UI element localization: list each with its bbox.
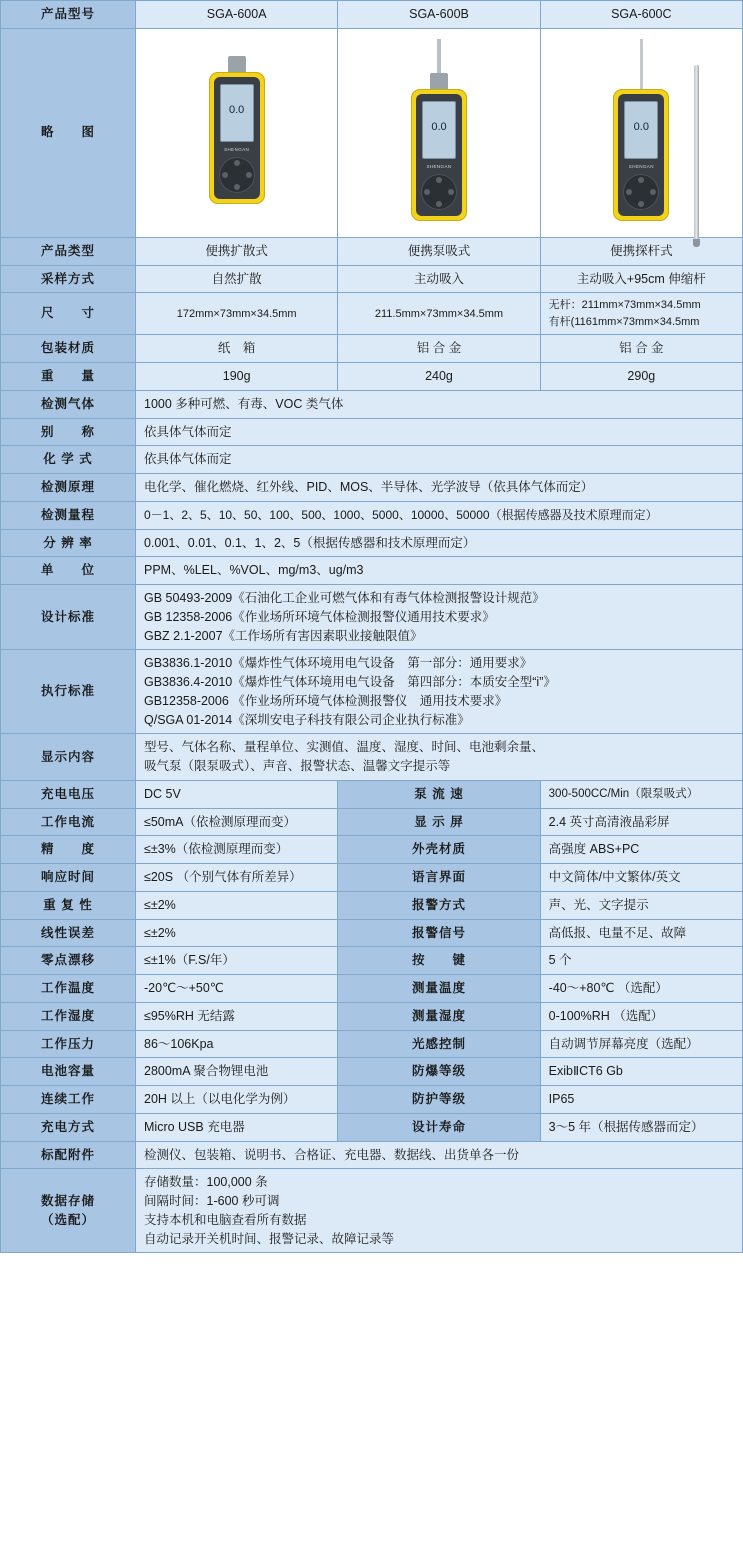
row-label-design-life: 设计寿命 bbox=[338, 1113, 540, 1141]
row-label-formula: 化 学 式 bbox=[1, 446, 136, 474]
table-row-storage bbox=[1, 1169, 743, 1253]
screen-reading-c: 0.0 bbox=[633, 120, 649, 133]
table-row-design-standard bbox=[1, 585, 743, 650]
display-content-value bbox=[136, 734, 743, 781]
storage-line-3: 支持本机和电脑查看所有数据 bbox=[144, 1212, 307, 1227]
table-row-working-current bbox=[1, 808, 743, 836]
storage-label-line1: 数据存储 bbox=[40, 1194, 95, 1208]
display-screen-value: 2.4 英寸高清液晶彩屏 bbox=[540, 808, 742, 836]
table-row-accessories bbox=[1, 1141, 743, 1169]
row-label-display-screen: 显 示 屏 bbox=[338, 808, 540, 836]
row-label-linearity: 线性误差 bbox=[1, 919, 136, 947]
row-label-alarm-mode: 报警方式 bbox=[338, 891, 540, 919]
product-type-a: 便携扩散式 bbox=[136, 237, 338, 265]
table-row-product-type bbox=[1, 237, 743, 265]
row-label-product-type: 产品类型 bbox=[1, 237, 136, 265]
table-row-alias bbox=[1, 418, 743, 446]
device-image-b bbox=[338, 28, 540, 237]
keys-value: 5 个 bbox=[540, 947, 742, 975]
row-label-size: 尺 寸 bbox=[1, 293, 136, 335]
table-row-principle bbox=[1, 474, 743, 502]
table-row-working-pressure bbox=[1, 1030, 743, 1058]
device-drawing-probe bbox=[613, 39, 669, 221]
design-standard-value bbox=[136, 585, 743, 650]
table-row-linearity bbox=[1, 919, 743, 947]
packaging-a: 纸 箱 bbox=[136, 335, 338, 363]
ip-rating-value: IP65 bbox=[540, 1086, 742, 1114]
device-brand-b: SHENGAN bbox=[426, 163, 452, 169]
table-row-repeatability bbox=[1, 891, 743, 919]
device-screen bbox=[624, 101, 658, 159]
linearity-value: ≤±2% bbox=[136, 919, 338, 947]
size-c-line2: 有杆(1161mm×73mm×34.5mm bbox=[548, 315, 700, 328]
size-a: 172mm×73mm×34.5mm bbox=[136, 293, 338, 335]
row-label-charge-method: 充电方式 bbox=[1, 1113, 136, 1141]
table-row-runtime bbox=[1, 1086, 743, 1114]
alias-value: 依具体气体而定 bbox=[136, 418, 743, 446]
row-label-working-temp: 工作温度 bbox=[1, 975, 136, 1003]
table-row-accuracy bbox=[1, 836, 743, 864]
charge-method-value: Micro USB 充电器 bbox=[136, 1113, 338, 1141]
device-front-panel bbox=[618, 94, 664, 216]
working-pressure-value: 86～106Kpa bbox=[136, 1030, 338, 1058]
keypad-icon bbox=[421, 174, 457, 210]
exec-standard-line-3: GB12358-2006 《作业场所环境气体检测报警仪 通用技术要求》 bbox=[144, 693, 508, 708]
charge-voltage-value: DC 5V bbox=[136, 780, 338, 808]
row-label-display-content: 显示内容 bbox=[1, 734, 136, 781]
row-label-accessories: 标配附件 bbox=[1, 1141, 136, 1169]
device-brand-c: SHENGAN bbox=[628, 163, 654, 169]
device-front-panel bbox=[416, 94, 462, 216]
device-body bbox=[209, 72, 265, 204]
exec-standard-line-2: GB3836.4-2010《爆炸性气体环境用电气设备 第四部分：本质安全型“i”》 bbox=[144, 675, 556, 689]
measure-humidity-value: 0-100%RH （选配） bbox=[540, 1002, 742, 1030]
packaging-b: 铝 合 金 bbox=[338, 335, 540, 363]
sampling-a: 自然扩散 bbox=[136, 265, 338, 293]
table-row-weight bbox=[1, 363, 743, 391]
working-current-value: ≤50mA（依检测原理而变） bbox=[136, 808, 338, 836]
model-b: SGA-600B bbox=[338, 1, 540, 29]
device-screen bbox=[422, 101, 456, 159]
principle-value: 电化学、催化燃烧、红外线、PID、MOS、半导体、光学波导（依具体气体而定） bbox=[136, 474, 743, 502]
size-b: 211.5mm×73mm×34.5mm bbox=[338, 293, 540, 335]
table-row-model bbox=[1, 1, 743, 29]
formula-value: 依具体气体而定 bbox=[136, 446, 743, 474]
row-label-exec-standard: 执行标准 bbox=[1, 650, 136, 734]
sampling-b: 主动吸入 bbox=[338, 265, 540, 293]
table-row-charge-method bbox=[1, 1113, 743, 1141]
table-row-packaging bbox=[1, 335, 743, 363]
row-label-pump-flow: 泵 流 速 bbox=[338, 780, 540, 808]
table-row-battery bbox=[1, 1058, 743, 1086]
table-row-exec-standard bbox=[1, 650, 743, 734]
unit-value: PPM、%LEL、%VOL、mg/m3、ug/m3 bbox=[136, 557, 743, 585]
table-row-formula bbox=[1, 446, 743, 474]
row-label-charge-voltage: 充电电压 bbox=[1, 780, 136, 808]
size-c bbox=[540, 293, 742, 335]
probe-connector-icon bbox=[640, 39, 643, 89]
row-label-sampling: 采样方式 bbox=[1, 265, 136, 293]
storage-line-4: 自动记录开关机时间、报警记录、故障记录等 bbox=[144, 1231, 395, 1246]
device-image-c bbox=[540, 28, 742, 237]
alarm-signal-value: 高低报、电量不足、故障 bbox=[540, 919, 742, 947]
table-row-resolution bbox=[1, 529, 743, 557]
display-content-line-2: 吸气泵（限泵吸式）、声音、报警状态、温馨文字提示等 bbox=[144, 759, 451, 773]
row-label-battery: 电池容量 bbox=[1, 1058, 136, 1086]
ex-rating-value: ExibⅡCT6 Gb bbox=[540, 1058, 742, 1086]
weight-b: 240g bbox=[338, 363, 540, 391]
row-label-working-pressure: 工作压力 bbox=[1, 1030, 136, 1058]
row-label-ex-rating: 防爆等级 bbox=[338, 1058, 540, 1086]
working-temp-value: -20℃～+50℃ bbox=[136, 975, 338, 1003]
size-c-line1: 无杆：211mm×73mm×34.5mm bbox=[548, 299, 701, 312]
row-label-design-standard: 设计标准 bbox=[1, 585, 136, 650]
row-label-measure-temp: 测量温度 bbox=[338, 975, 540, 1003]
light-sensor-value: 自动调节屏幕亮度（选配） bbox=[540, 1030, 742, 1058]
storage-line-2: 间隔时间：1-600 秒可调 bbox=[144, 1194, 280, 1208]
product-type-b: 便携泵吸式 bbox=[338, 237, 540, 265]
device-image-a bbox=[136, 28, 338, 237]
row-label-shell-material: 外壳材质 bbox=[338, 836, 540, 864]
sampling-c: 主动吸入+95cm 伸缩杆 bbox=[540, 265, 742, 293]
storage-line-1: 存储数量：100,000 条 bbox=[144, 1175, 268, 1190]
weight-c: 290g bbox=[540, 363, 742, 391]
exec-standard-line-4: Q/SGA 01-2014《深圳安电子科技有限公司企业执行标准》 bbox=[144, 712, 470, 727]
table-row-size bbox=[1, 293, 743, 335]
row-label-zero-drift: 零点漂移 bbox=[1, 947, 136, 975]
row-label-working-current: 工作电流 bbox=[1, 808, 136, 836]
table-row-detect-gas bbox=[1, 390, 743, 418]
accessories-value: 检测仪、包装箱、说明书、合格证、充电器、数据线、出货单各一份 bbox=[136, 1141, 743, 1169]
shell-material-value: 高强度 ABS+PC bbox=[540, 836, 742, 864]
table-row-unit bbox=[1, 557, 743, 585]
pump-inlet-rod-icon bbox=[437, 39, 441, 73]
packaging-c: 铝 合 金 bbox=[540, 335, 742, 363]
working-humidity-value: ≤95%RH 无结露 bbox=[136, 1002, 338, 1030]
device-drawing-pump bbox=[411, 39, 467, 221]
row-label-packaging: 包装材质 bbox=[1, 335, 136, 363]
storage-value bbox=[136, 1169, 743, 1253]
keypad-icon bbox=[219, 157, 255, 193]
table-row-charge-voltage bbox=[1, 780, 743, 808]
design-standard-line-2: GB 12358-2006《作业场所环境气体检测报警仪通用技术要求》 bbox=[144, 609, 495, 624]
pump-flow-value: 300-500CC/Min（限泵吸式） bbox=[540, 780, 742, 808]
row-label-alarm-signal: 报警信号 bbox=[338, 919, 540, 947]
row-label-runtime: 连续工作 bbox=[1, 1086, 136, 1114]
language-value: 中文简体/中文繁体/英文 bbox=[540, 864, 742, 892]
table-row-working-temp bbox=[1, 975, 743, 1003]
response-time-value: ≤20S （个别气体有所差异） bbox=[136, 864, 338, 892]
row-label-light-sensor: 光感控制 bbox=[338, 1030, 540, 1058]
alarm-mode-value: 声、光、文字提示 bbox=[540, 891, 742, 919]
screen-reading-a: 0.0 bbox=[229, 103, 245, 116]
row-label-measure-humidity: 测量湿度 bbox=[338, 1002, 540, 1030]
row-label-principle: 检测原理 bbox=[1, 474, 136, 502]
repeatability-value: ≤±2% bbox=[136, 891, 338, 919]
sensor-cap-icon bbox=[228, 56, 246, 72]
row-label-language: 语言界面 bbox=[338, 864, 540, 892]
row-label-model: 产品型号 bbox=[1, 1, 136, 29]
design-standard-line-1: GB 50493-2009《石油化工企业可燃气体和有毒气体检测报警设计规范》 bbox=[144, 591, 545, 605]
battery-value: 2800mA 聚合物锂电池 bbox=[136, 1058, 338, 1086]
row-label-alias: 别 称 bbox=[1, 418, 136, 446]
measure-temp-value: -40～+80℃ （选配） bbox=[540, 975, 742, 1003]
range-value: 0－1、2、5、10、50、100、500、1000、5000、10000、50000（根据传感器及技术原理而定） bbox=[136, 501, 743, 529]
screen-reading-b: 0.0 bbox=[431, 120, 447, 133]
zero-drift-value: ≤±1%（F.S/年） bbox=[136, 947, 338, 975]
storage-label-line2: （选配） bbox=[40, 1212, 95, 1227]
product-type-c: 便携探杆式 bbox=[540, 237, 742, 265]
row-label-keys: 按 键 bbox=[338, 947, 540, 975]
table-row-sampling bbox=[1, 265, 743, 293]
row-label-range: 检测量程 bbox=[1, 501, 136, 529]
table-row-working-humidity bbox=[1, 1002, 743, 1030]
weight-a: 190g bbox=[136, 363, 338, 391]
table-row-display-content bbox=[1, 734, 743, 781]
resolution-value: 0.001、0.01、0.1、1、2、5（根据传感器和技术原理而定） bbox=[136, 529, 743, 557]
device-screen bbox=[220, 84, 254, 142]
row-label-detect-gas: 检测气体 bbox=[1, 390, 136, 418]
row-label-unit: 单 位 bbox=[1, 557, 136, 585]
row-label-resolution: 分 辨 率 bbox=[1, 529, 136, 557]
model-a: SGA-600A bbox=[136, 1, 338, 29]
telescopic-probe-icon bbox=[694, 65, 699, 241]
table-row-range bbox=[1, 501, 743, 529]
row-label-repeatability: 重 复 性 bbox=[1, 891, 136, 919]
device-body bbox=[613, 89, 669, 221]
row-label-diagram: 略 图 bbox=[1, 28, 136, 237]
table-row-zero-drift bbox=[1, 947, 743, 975]
design-life-value: 3～5 年（根据传感器而定） bbox=[540, 1113, 742, 1141]
keypad-icon bbox=[623, 174, 659, 210]
exec-standard-value bbox=[136, 650, 743, 734]
row-label-weight: 重 量 bbox=[1, 363, 136, 391]
row-label-accuracy: 精 度 bbox=[1, 836, 136, 864]
row-label-response-time: 响应时间 bbox=[1, 864, 136, 892]
runtime-value: 20H 以上（以电化学为例） bbox=[136, 1086, 338, 1114]
device-front-panel bbox=[214, 77, 260, 199]
table-row-response-time bbox=[1, 864, 743, 892]
design-standard-line-3: GBZ 2.1-2007《工作场所有害因素职业接触限值》 bbox=[144, 628, 423, 643]
exec-standard-line-1: GB3836.1-2010《爆炸性气体环境用电气设备 第一部分：通用要求》 bbox=[144, 656, 533, 671]
table-row-images bbox=[1, 28, 743, 237]
row-label-ip-rating: 防护等级 bbox=[338, 1086, 540, 1114]
device-body bbox=[411, 89, 467, 221]
row-label-working-humidity: 工作湿度 bbox=[1, 1002, 136, 1030]
detect-gas-value: 1000 多种可燃、有毒、VOC 类气体 bbox=[136, 390, 743, 418]
accuracy-value: ≤±3%（依检测原理而变） bbox=[136, 836, 338, 864]
display-content-line-1: 型号、气体名称、量程单位、实测值、温度、湿度、时间、电池剩余量、 bbox=[144, 740, 545, 755]
sensor-cap-icon bbox=[430, 73, 448, 89]
device-brand-a: SHENGAN bbox=[224, 146, 250, 152]
row-label-storage bbox=[1, 1169, 136, 1253]
device-drawing-diffusion bbox=[209, 56, 265, 204]
model-c: SGA-600C bbox=[540, 1, 742, 29]
